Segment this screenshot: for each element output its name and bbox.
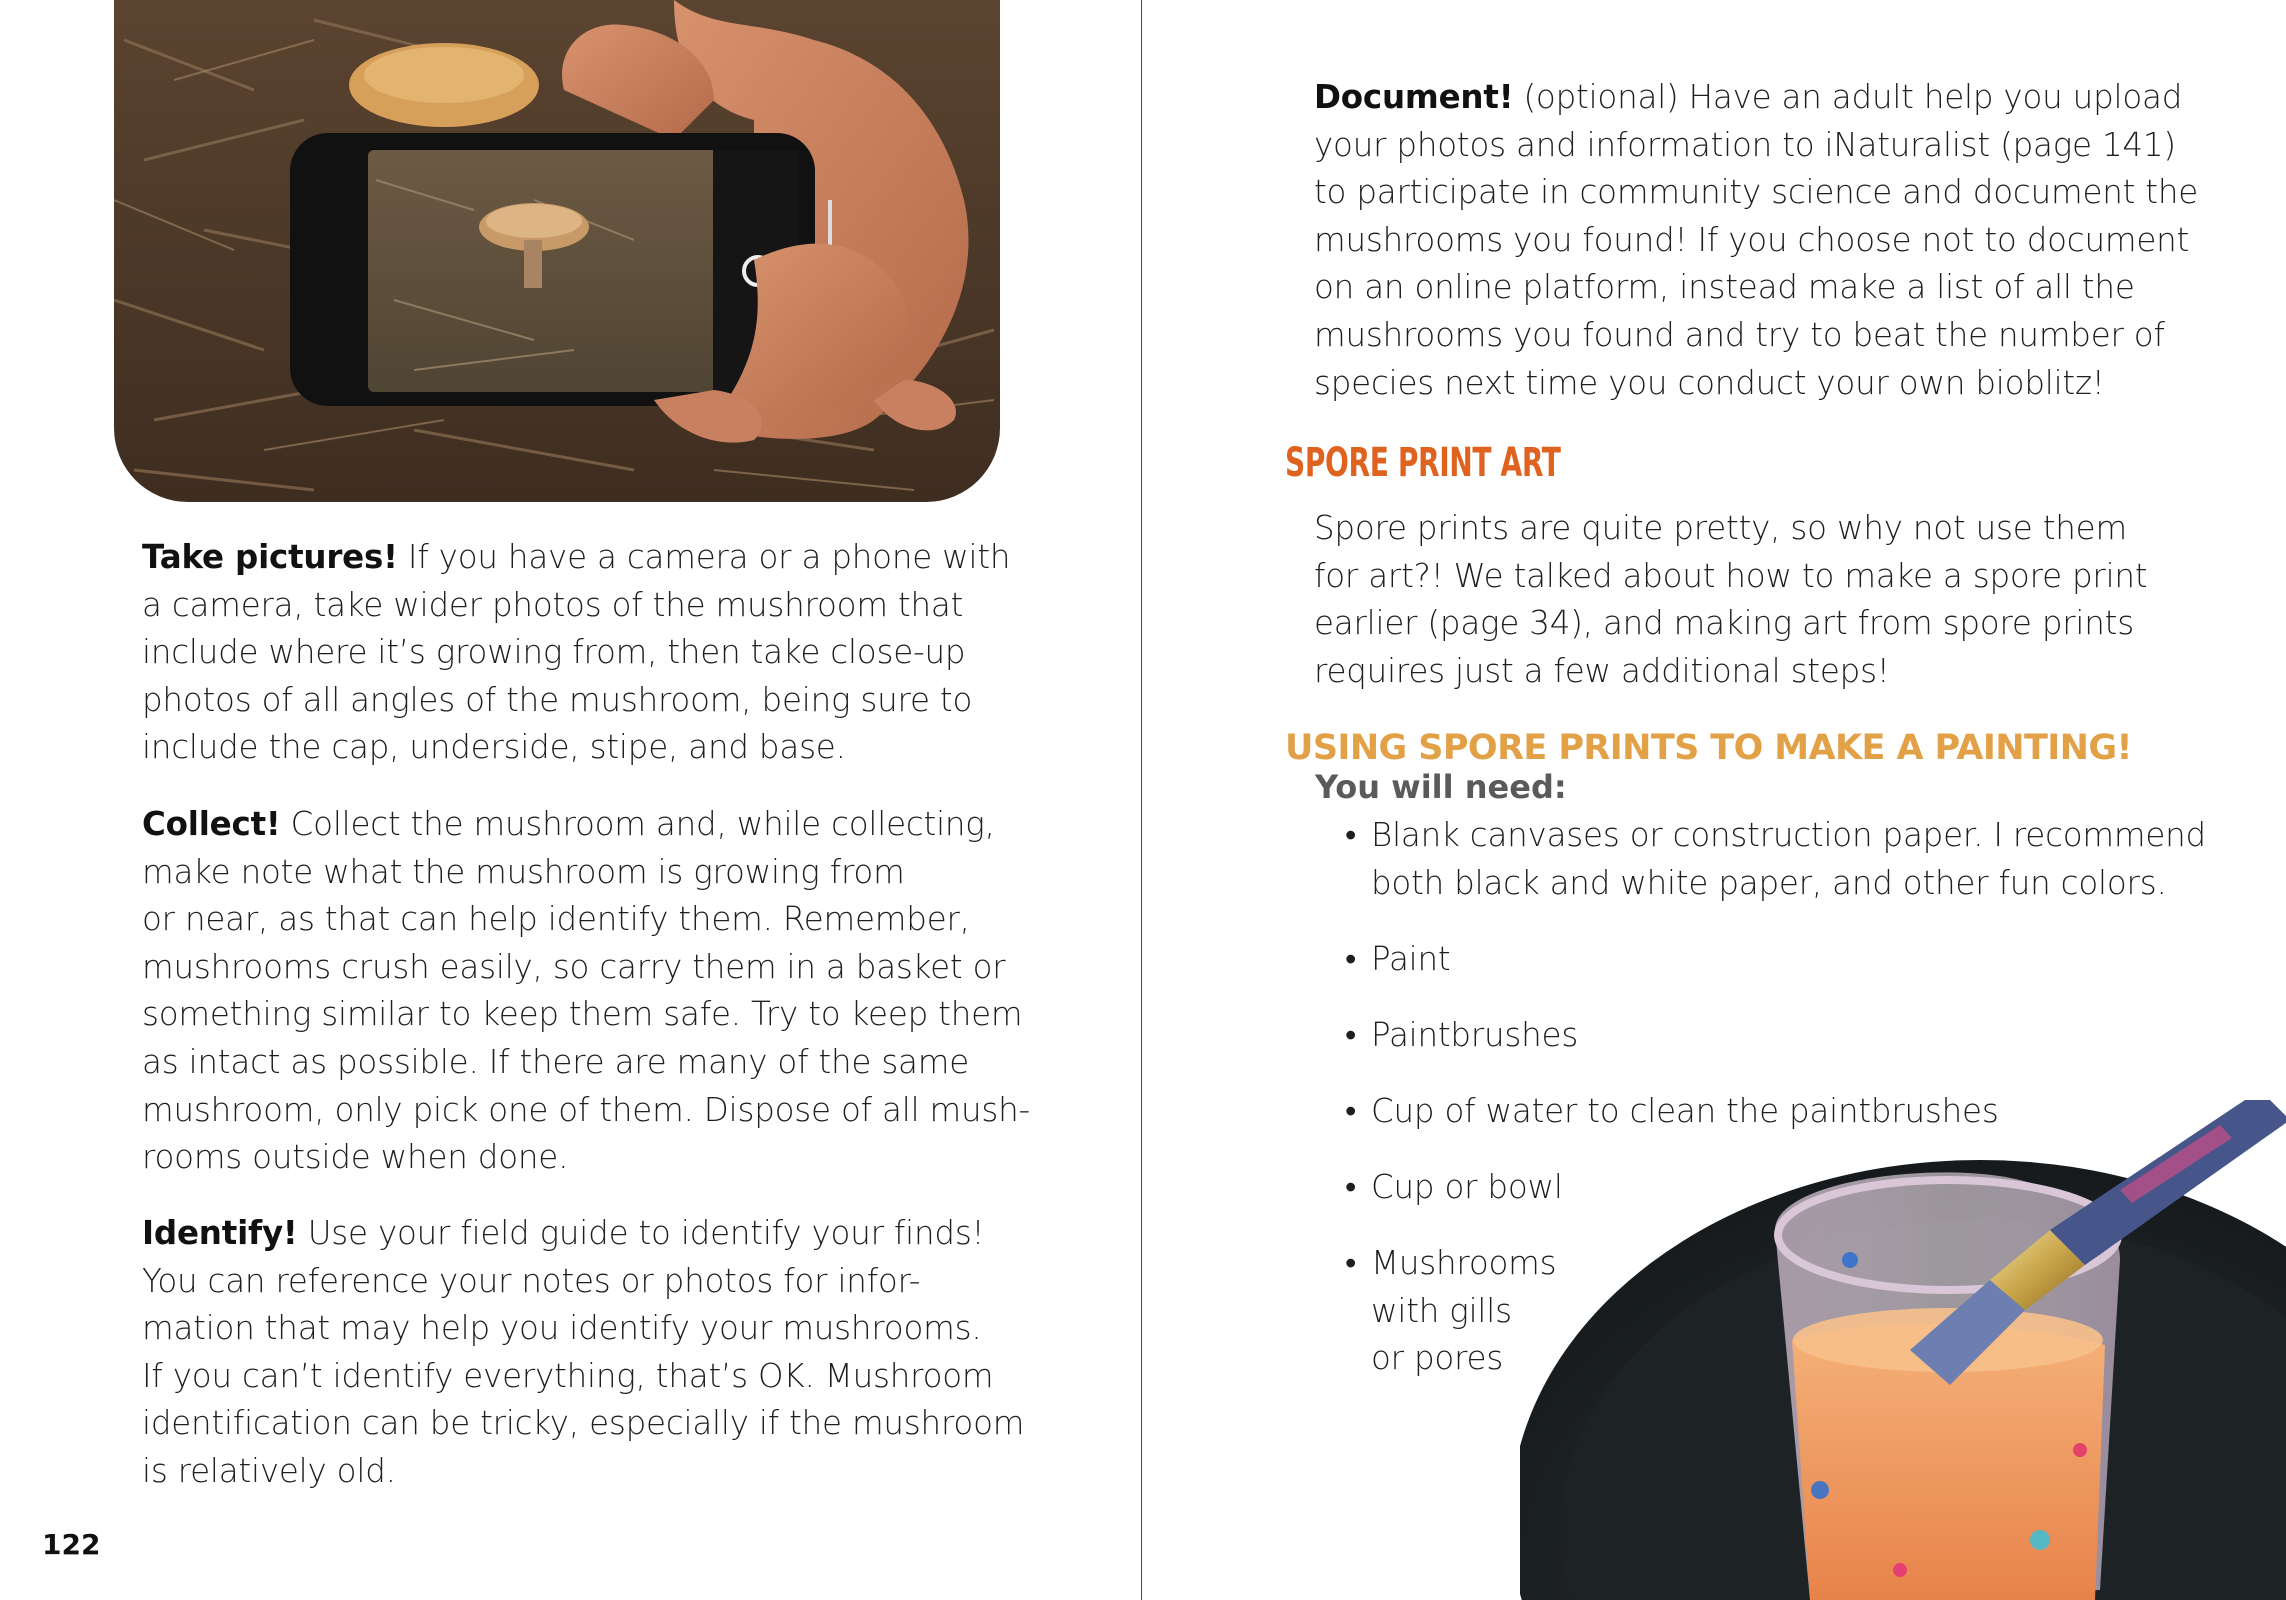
- paragraph-line: Spore prints are quite pretty, so why not use them: [1314, 509, 2127, 547]
- paragraph-line: on an online platform, instead make a list of all the: [1314, 268, 2135, 307]
- paragraph-line: a camera, take wider photos of the mushroom that: [142, 585, 964, 624]
- list-item: [1345, 936, 2206, 984]
- list-item-line: or pores: [1371, 1339, 1504, 1378]
- section-title-spore-print-art: SPORE PRINT ART: [1285, 440, 1561, 486]
- spore-print-intro: [1314, 505, 2147, 695]
- paragraph-line: (optional) Have an adult help you upload: [1513, 78, 2183, 116]
- paragraph-line: mushrooms crush easily, so carry them in a basket or: [142, 947, 1006, 986]
- paragraph-line: make note what the mushroom is growing from: [142, 852, 905, 891]
- paragraph-line: If you can’t identify everything, that’s OK. Mushroom: [142, 1356, 994, 1395]
- paragraph-line: include where it’s growing from, then take close-up: [142, 633, 966, 672]
- take-pictures-paragraph: [142, 534, 1010, 772]
- paragraph-line: If you have a camera or a phone with: [397, 538, 1011, 576]
- paragraph-line: something similar to keep them safe. Try to keep them: [142, 995, 1023, 1034]
- list-item-line: • Mushrooms: [1371, 1244, 1557, 1283]
- paragraph-line: rooms outside when done.: [142, 1138, 569, 1177]
- paint-cup-photo: [1520, 1100, 2286, 1600]
- mushroom-phone-photo: [114, 0, 1000, 502]
- paragraph-line: mushroom, only pick one of them. Dispose of all mush-: [142, 1090, 1031, 1129]
- paragraph-line: identification can be tricky, especially if the mushroom: [142, 1404, 1025, 1443]
- paragraph-line: Use your field guide to identify your finds!: [297, 1214, 985, 1252]
- paragraph-line: species next time you conduct your own bioblitz!: [1314, 363, 2105, 402]
- list-item-line: • Cup or bowl: [1371, 1167, 1563, 1206]
- list-item: [1345, 812, 2206, 907]
- list-item-line: with gills: [1371, 1291, 1512, 1330]
- list-item-line: • Cup of water to clean the paintbrushes: [1371, 1091, 1999, 1130]
- document-paragraph: [1314, 74, 2198, 407]
- list-item-line: • Blank canvases or construction paper. I recommend: [1371, 816, 2206, 854]
- collect-paragraph: [142, 801, 1030, 1182]
- paragraph-line: include the cap, underside, stipe, and base.: [142, 728, 846, 767]
- list-item-line: • Paintbrushes: [1371, 1015, 1579, 1054]
- paragraph-line: is relatively old.: [142, 1451, 396, 1490]
- list-item-line: • Paint: [1371, 939, 1451, 978]
- paragraph-line: photos of all angles of the mushroom, being sure to: [142, 680, 973, 719]
- paragraph-line: mushrooms you found and try to beat the number of: [1314, 315, 2165, 354]
- page-number-left: 122: [42, 1528, 101, 1561]
- paragraph-line: as intact as possible. If there are many of the same: [142, 1042, 970, 1081]
- you-will-need-label: You will need:: [1315, 768, 1567, 806]
- paragraph-line: your photos and information to iNaturalist (page 141): [1314, 125, 2176, 164]
- paragraph-line: mation that may help you identify your mushrooms.: [142, 1309, 982, 1348]
- list-item: [1345, 1012, 2206, 1060]
- left-page: [0, 0, 1142, 1600]
- subtitle-using-spore-prints: USING SPORE PRINTS TO MAKE A PAINTING!: [1285, 728, 2132, 768]
- paragraph-line: earlier (page 34), and making art from spore prints: [1314, 604, 2134, 643]
- identify-paragraph: [142, 1210, 1024, 1496]
- paragraph-line: requires just a few additional steps!: [1314, 651, 1890, 690]
- paragraph-line: You can reference your notes or photos for infor-: [142, 1261, 921, 1300]
- paragraph-line: mushrooms you found! If you choose not to document: [1314, 220, 2190, 259]
- identify-lead: Identify!: [142, 1214, 298, 1252]
- document-lead: Document!: [1314, 78, 1514, 116]
- take-pictures-lead: Take pictures!: [142, 538, 398, 576]
- list-item-line: both black and white paper, and other fun colors.: [1371, 863, 2167, 902]
- paragraph-line: or near, as that can help identify them. Remember,: [142, 900, 970, 939]
- collect-lead: Collect!: [142, 805, 281, 843]
- paragraph-line: Collect the mushroom and, while collecting,: [280, 805, 995, 843]
- paragraph-line: for art?! We talked about how to make a spore print: [1314, 556, 2148, 595]
- paragraph-line: to participate in community science and document the: [1314, 173, 2199, 212]
